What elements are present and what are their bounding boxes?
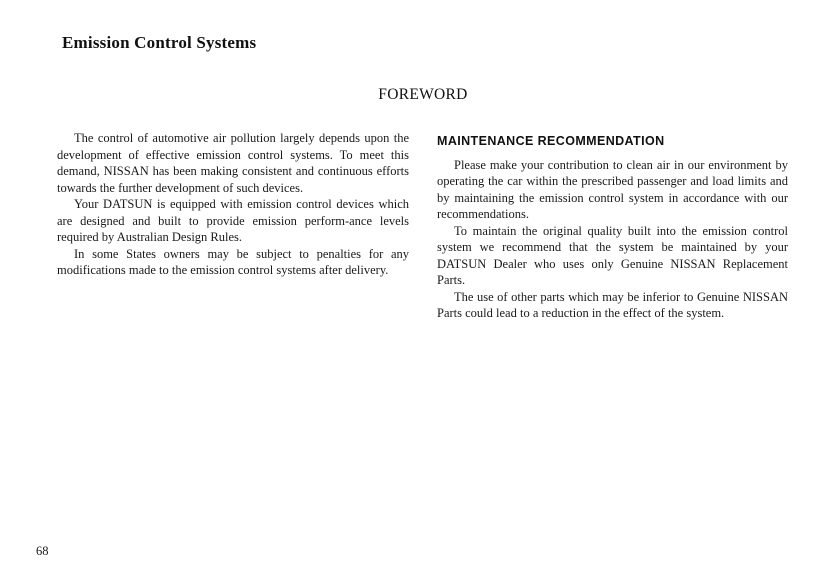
left-column — [57, 130, 409, 279]
paragraph-maintain-quality: To maintain the original quality built into the emission control system we recommend that the system be maintained by your DATSUN Dealer who uses only Genuine NISSAN Replacement Parts. — [437, 223, 788, 287]
paragraph-datsun-equipped: Your DATSUN is equipped with emission control devices which are designed and built to provide emission perform-ance levels required by Australian Design Rules. — [57, 197, 409, 244]
paragraph-other-parts: The use of other parts which may be inferior to Genuine NISSAN Parts could lead to a reduction in the effect of the system. — [437, 289, 788, 320]
section-title: Emission Control Systems — [62, 33, 257, 52]
maintenance-recommendation-heading: MAINTENANCE RECOMMENDATION — [437, 134, 665, 148]
page-number: 68 — [36, 544, 49, 558]
foreword-title: FOREWORD — [378, 86, 468, 103]
paragraph-penalties: In some States owners may be subject to penalties for any modifications made to the emission control systems after delivery. — [57, 246, 409, 277]
right-column — [437, 133, 788, 322]
paragraph-clean-air: Please make your contribution to clean air in our environment by operating the car within the prescribed passenger and load limits and by maintaining the emission control system in accordance with our recommendations. — [437, 157, 788, 221]
paragraph-emission-control-intro: The control of automotive air pollution largely depends upon the development of effective emission control systems. To meet this demand, NISSAN has been making consistent and continuous efforts towards the further development of such devices. — [57, 131, 409, 195]
